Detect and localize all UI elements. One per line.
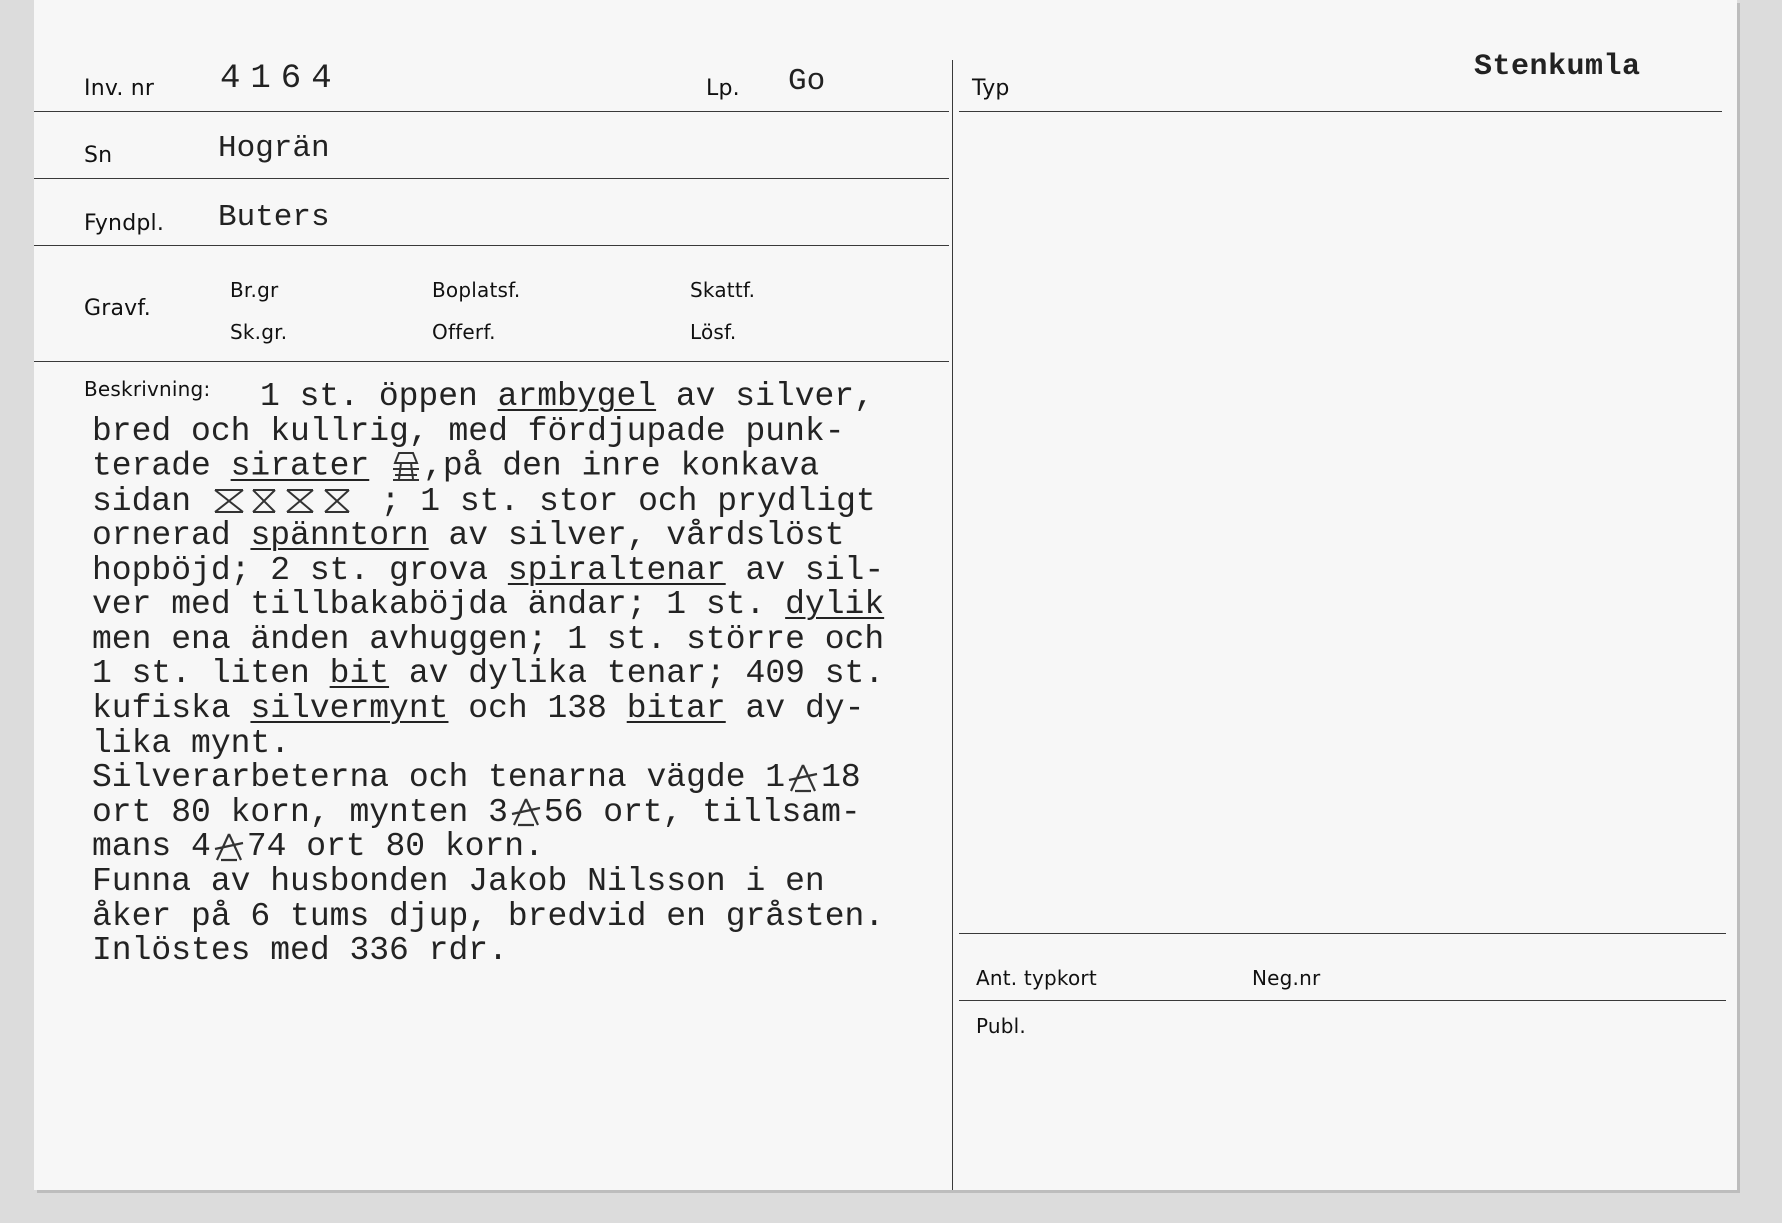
- description-line: men ena änden avhuggen; 1 st. större och: [92, 620, 885, 658]
- description-line: 1 st. öppen armbygel av silver,: [260, 378, 874, 415]
- description-line: ver med tillbakaböjda ändar; 1 st. dylik: [92, 586, 885, 624]
- ant-typkort-label: Ant. typkort: [976, 966, 1097, 990]
- inv-label: Inv. nr: [84, 76, 155, 101]
- publ-label: Publ.: [976, 1014, 1026, 1038]
- weight-unit-icon: [785, 762, 821, 794]
- card-divider: [952, 60, 953, 1190]
- description-line: terade sirater ,på den inre konkava: [92, 447, 820, 485]
- description-line: mans 4 74 ort 80 korn.: [92, 828, 544, 866]
- losf-label: Lösf.: [690, 320, 737, 344]
- skgr-label: Sk.gr.: [230, 320, 288, 344]
- typ-label: Typ: [972, 76, 1010, 101]
- rule-sn: [34, 178, 949, 179]
- description-line: ornerad spänntorn av silver, vårdslöst: [92, 517, 845, 555]
- description-line: bred och kullrig, med fördjupade punk-: [92, 412, 845, 450]
- rule-inv: [34, 111, 949, 112]
- skattf-label: Skattf.: [690, 278, 756, 302]
- description-line: ort 80 korn, mynten 3 56 ort, tillsam-: [92, 793, 861, 831]
- boplatsf-label: Boplatsf.: [432, 278, 521, 302]
- description-line: lika mynt.: [92, 724, 291, 762]
- rule-gravf: [34, 361, 949, 362]
- rule-ant: [959, 933, 1726, 934]
- weight-unit-icon: [211, 831, 247, 863]
- lp-label: Lp.: [706, 76, 740, 101]
- description-text: [92, 380, 952, 969]
- description-label: Beskrivning:: [84, 377, 211, 401]
- rule-fyndpl: [34, 245, 949, 246]
- description-line: kufiska silvermynt och 138 bitar av dy-: [92, 690, 865, 728]
- ornament-sketch-icon: [389, 449, 423, 483]
- description-line: hopböjd; 2 st. grova spiraltenar av sil-: [92, 551, 885, 589]
- gravf-label: Gravf.: [84, 296, 151, 321]
- offerf-label: Offerf.: [432, 320, 496, 344]
- lp-value: Go: [788, 64, 826, 99]
- description-line: sidan ; 1 st. stor och prydligt: [92, 482, 876, 520]
- fyndpl-value: Buters: [218, 200, 330, 235]
- sn-label: Sn: [84, 143, 113, 168]
- description-line: 1 st. liten bit av dylika tenar; 409 st.: [92, 655, 885, 693]
- rule-publ: [959, 1000, 1726, 1001]
- typ-value: Stenkumla: [1474, 50, 1641, 84]
- fyndpl-label: Fyndpl.: [84, 211, 165, 236]
- weight-unit-icon: [508, 796, 544, 828]
- description-line: åker på 6 tums djup, bredvid en gråsten.: [92, 897, 885, 935]
- sn-value: Hogrän: [218, 131, 330, 166]
- negnr-label: Neg.nr: [1252, 966, 1321, 990]
- rule-typ: [959, 111, 1722, 112]
- description-line: Silverarbeterna och tenarna vägde 1 18: [92, 759, 861, 797]
- description-line: Funna av husbonden Jakob Nilsson i en: [92, 863, 825, 901]
- inv-value: 4164: [220, 60, 342, 98]
- description-line: Inlöstes med 336 rdr.: [92, 932, 508, 970]
- brgr-label: Br.gr: [230, 278, 279, 302]
- pattern-sketch-icon: [211, 486, 361, 516]
